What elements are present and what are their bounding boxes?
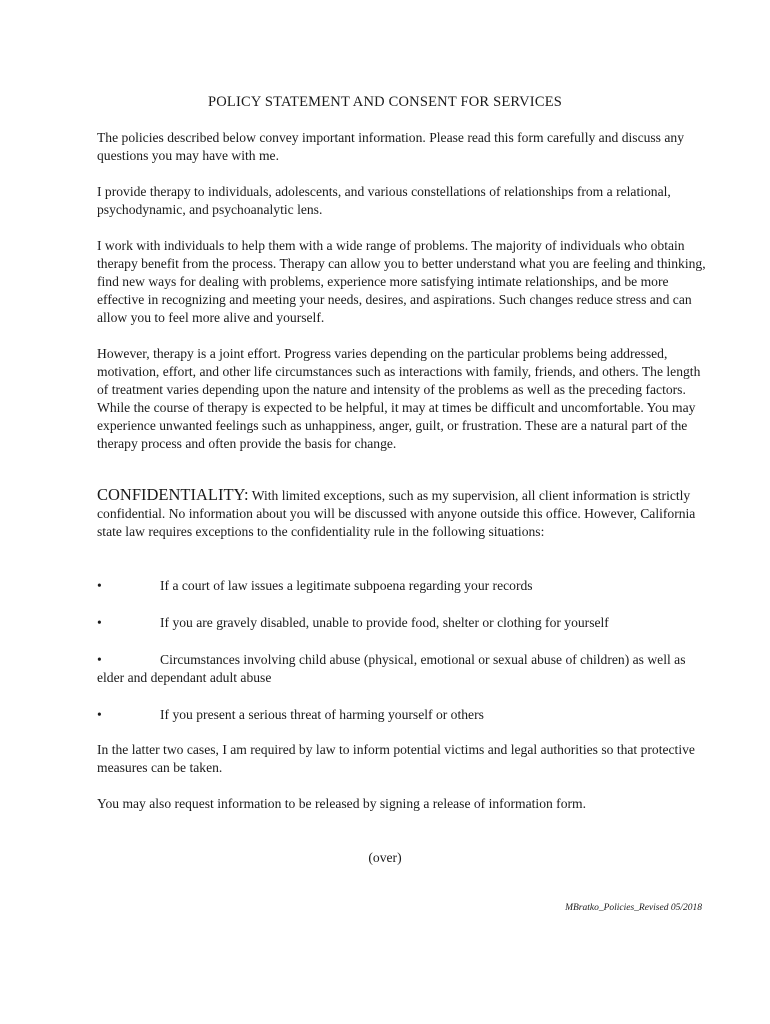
bullet-item <box>97 706 707 724</box>
bullet-icon: • <box>97 615 102 630</box>
bullet-item <box>97 614 707 632</box>
bullet-text: If you are gravely disabled, unable to provide food, shelter or clothing for yourself <box>160 615 609 630</box>
bullet-icon: • <box>97 707 102 722</box>
work-with-paragraph: I work with individuals to help them with a wide range of problems. The majority of individuals who obtain therapy benefit from the process. Therapy can allow you to better understand what you are feeling and thinking, find new ways for dealing with problems, experience more satisfying intimate relationships, and be more effective in recognizing and meeting your needs, desires, and aspirations. Such changes reduce stress and can allow you to feel more alive and yourself. <box>97 238 706 325</box>
bullet-text: Circumstances involving child abuse (physical, emotional or sexual abuse of children) as well as elder and dependant adult abuse <box>97 652 686 685</box>
revision-footer: MBratko_Policies_Revised 05/2018 <box>565 903 702 913</box>
confidentiality-heading: CONFIDENTIALITY: <box>97 485 249 504</box>
bullet-icon: • <box>97 578 102 593</box>
latter-cases-paragraph: In the latter two cases, I am required by law to inform potential victims and legal authorities so that protective measures can be taken. <box>97 742 695 775</box>
release-info-paragraph: You may also request information to be released by signing a release of information form. <box>97 796 587 811</box>
bullet-text: If you present a serious threat of harming yourself or others <box>160 707 484 722</box>
intro-paragraph: The policies described below convey important information. Please read this form carefully and discuss any questions you may have with me. <box>97 130 685 163</box>
confidentiality-text: With limited exceptions, such as my supervision, all client information is strictly confidential. No information about you will be discussed with anyone outside this office. However, California state law requires exceptions to the confidentiality rule in the following situations: <box>97 488 696 539</box>
therapy-types-paragraph: I provide therapy to individuals, adolescents, and various constellations of relationships from a relational, psychodynamic, and psychoanalytic lens. <box>97 184 671 217</box>
joint-effort-paragraph: However, therapy is a joint effort. Progress varies depending on the particular problems being addressed, motivation, effort, and other life circumstances such as interactions with family, friends, and others. The length of treatment varies depending upon the nature and intensity of the problems as well as the preceding factors. While the course of therapy is expected to be helpful, it may at times be difficult and uncomfortable. You may experience unwanted feelings such as unhappiness, anger, guilt, or frustration. These are a natural part of the therapy process and often provide the basis for change. <box>97 346 701 451</box>
bullet-text: If a court of law issues a legitimate subpoena regarding your records <box>160 578 533 593</box>
bullet-icon: • <box>97 652 102 667</box>
confidentiality-paragraph <box>97 486 707 541</box>
over-label: (over) <box>368 850 402 865</box>
bullet-item <box>97 651 707 687</box>
document-title: POLICY STATEMENT AND CONSENT FOR SERVICES <box>207 94 563 110</box>
bullet-item <box>97 577 707 595</box>
